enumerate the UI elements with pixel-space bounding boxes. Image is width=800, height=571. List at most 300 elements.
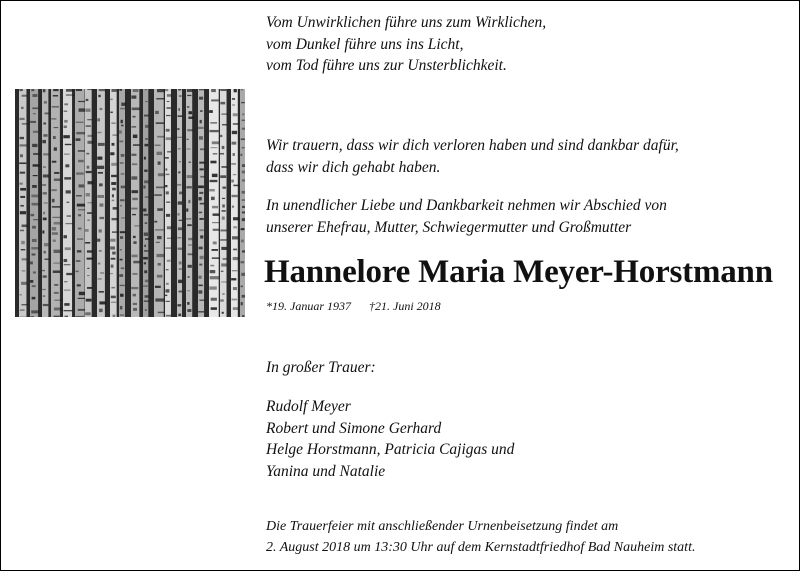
- bark-mark: [233, 307, 239, 310]
- bark-mark: [144, 115, 149, 117]
- bark-mark: [157, 208, 163, 211]
- bark-mark: [110, 246, 115, 249]
- bark-mark: [166, 214, 170, 217]
- bark-mark: [64, 154, 70, 155]
- bark-mark: [67, 215, 71, 216]
- bark-mark: [179, 220, 182, 221]
- bark-mark: [158, 312, 166, 313]
- family-member: Rudolf Meyer: [266, 398, 351, 415]
- bark-mark: [51, 189, 56, 191]
- bark-mark: [145, 309, 147, 311]
- bark-mark: [98, 95, 100, 97]
- bark-mark: [210, 122, 217, 123]
- bark-mark: [44, 202, 48, 203]
- bark-mark: [199, 162, 205, 164]
- bark-mark: [112, 218, 118, 220]
- bark-mark: [222, 146, 225, 149]
- bark-mark: [100, 108, 103, 110]
- bark-mark: [120, 285, 125, 286]
- bark-mark: [20, 294, 22, 295]
- bark-mark: [99, 89, 106, 91]
- bark-mark: [113, 315, 116, 317]
- mourning-line: Wir trauern, dass wir dich verloren haben und sind dankbar dafür,: [266, 137, 679, 154]
- bark-mark: [187, 302, 189, 305]
- bark-mark: [65, 144, 72, 145]
- bark-mark: [52, 206, 61, 208]
- bark-mark: [53, 89, 58, 91]
- bark-mark: [65, 223, 74, 224]
- bark-mark: [210, 180, 218, 182]
- bark-mark: [133, 261, 140, 263]
- bark-mark: [87, 119, 92, 120]
- bark-mark: [221, 263, 227, 266]
- bark-mark: [43, 192, 47, 194]
- bark-mark: [120, 259, 123, 261]
- bark-mark: [242, 211, 245, 213]
- bark-mark: [22, 270, 26, 271]
- bark-mark: [131, 154, 136, 156]
- bark-mark: [43, 134, 47, 137]
- bark-mark: [19, 118, 24, 120]
- bark-mark: [233, 153, 235, 156]
- bark-mark: [119, 130, 122, 133]
- bark-mark: [87, 202, 92, 203]
- bark-mark: [241, 273, 245, 276]
- bark-mark: [44, 112, 49, 114]
- bark-mark: [200, 203, 205, 205]
- bark-mark: [19, 89, 23, 91]
- bark-mark: [199, 218, 203, 220]
- bark-mark: [64, 103, 68, 105]
- bark-mark: [54, 300, 63, 301]
- bark-mark: [20, 172, 25, 174]
- bark-mark: [32, 297, 36, 300]
- family-member: Robert und Simone Gerhard: [266, 419, 442, 437]
- bark-mark: [21, 304, 28, 305]
- bark-mark: [179, 161, 182, 162]
- bark-mark: [111, 89, 116, 92]
- bark-mark: [77, 204, 86, 207]
- bark-mark: [166, 137, 171, 140]
- bark-mark: [199, 168, 203, 170]
- bark-mark: [211, 197, 215, 200]
- bark-mark: [200, 176, 205, 178]
- bark-mark: [156, 254, 165, 257]
- bark-mark: [209, 189, 215, 191]
- bark-mark: [120, 249, 122, 250]
- bark-mark: [112, 188, 116, 191]
- bark-mark: [157, 89, 166, 92]
- bark-mark: [177, 237, 181, 238]
- bark-mark: [53, 240, 56, 242]
- bark-mark: [33, 153, 40, 155]
- bark-mark: [186, 186, 191, 188]
- ceremony-line: Die Trauerfeier mit anschließender Urnenbeisetzung findet am: [266, 519, 619, 534]
- bark-mark: [178, 248, 183, 250]
- bark-mark: [85, 109, 90, 112]
- bark-mark: [52, 217, 60, 218]
- deceased-name: Hannelore Maria Meyer-Horstmann: [264, 254, 773, 290]
- bark-mark: [66, 273, 72, 275]
- bark-mark: [213, 213, 220, 215]
- bark-mark: [121, 125, 124, 126]
- bark-mark: [31, 247, 39, 249]
- bark-mark: [54, 316, 60, 317]
- birch-trunk: [131, 89, 139, 317]
- bark-mark: [43, 295, 45, 297]
- bark-mark: [145, 101, 148, 102]
- bark-mark: [121, 120, 123, 123]
- bark-mark: [20, 137, 24, 139]
- bark-mark: [199, 136, 203, 139]
- bark-mark: [32, 185, 37, 188]
- bark-mark: [242, 199, 245, 201]
- bark-mark: [85, 242, 90, 244]
- bark-mark: [19, 162, 26, 164]
- bark-mark: [33, 271, 36, 273]
- bark-mark: [167, 260, 171, 262]
- bark-mark: [86, 299, 92, 302]
- bark-mark: [222, 204, 224, 207]
- bark-mark: [199, 97, 203, 100]
- bark-mark: [220, 89, 226, 91]
- bark-mark: [76, 260, 81, 262]
- mourning-line: dass wir dich gehabt haben.: [266, 158, 441, 176]
- bark-mark: [199, 229, 203, 231]
- bark-mark: [20, 211, 26, 214]
- bark-mark: [22, 123, 29, 124]
- bark-mark: [44, 259, 49, 260]
- bark-mark: [85, 312, 90, 315]
- bark-mark: [64, 177, 71, 179]
- bark-mark: [87, 166, 90, 169]
- bark-mark: [166, 107, 170, 109]
- bark-mark: [77, 238, 83, 240]
- bark-mark: [232, 195, 238, 197]
- bark-mark: [63, 235, 66, 238]
- bark-mark: [222, 187, 226, 189]
- bark-mark: [198, 290, 202, 293]
- bark-mark: [165, 168, 167, 170]
- bark-mark: [166, 315, 172, 317]
- bark-mark: [200, 110, 203, 111]
- bark-mark: [154, 221, 157, 223]
- bark-mark: [187, 129, 193, 131]
- bark-mark: [64, 290, 70, 291]
- bark-mark: [100, 203, 104, 206]
- bark-mark: [166, 202, 170, 203]
- bark-mark: [233, 123, 239, 125]
- bark-mark: [43, 218, 47, 221]
- bark-mark: [111, 265, 114, 268]
- bark-mark: [119, 89, 122, 91]
- bark-mark: [52, 199, 55, 202]
- bark-mark: [198, 197, 201, 200]
- bark-mark: [199, 212, 202, 214]
- bark-mark: [188, 265, 192, 268]
- bark-mark: [209, 110, 213, 113]
- bark-mark: [144, 170, 148, 172]
- bark-mark: [131, 208, 137, 210]
- bark-mark: [87, 89, 93, 90]
- bark-mark: [52, 227, 57, 230]
- bark-mark: [99, 291, 104, 293]
- bark-mark: [156, 186, 164, 188]
- bark-mark: [188, 111, 192, 114]
- bark-mark: [88, 135, 94, 137]
- family-member: Yanina und Natalie: [266, 462, 386, 480]
- bark-mark: [54, 178, 60, 180]
- bark-mark: [79, 184, 85, 187]
- bark-mark: [112, 194, 114, 197]
- bark-mark: [86, 125, 91, 126]
- bark-mark: [178, 213, 180, 216]
- bark-mark: [111, 123, 115, 124]
- bark-mark: [233, 113, 238, 116]
- bark-mark: [97, 166, 104, 169]
- bark-mark: [133, 303, 137, 305]
- bark-mark: [178, 108, 180, 111]
- bark-mark: [133, 294, 136, 297]
- bark-mark: [145, 295, 150, 297]
- bark-mark: [155, 145, 161, 147]
- bark-mark: [43, 89, 46, 92]
- bark-mark: [213, 153, 218, 155]
- bark-mark: [52, 232, 58, 235]
- bark-mark: [97, 195, 104, 198]
- bark-mark: [166, 283, 169, 285]
- bark-mark: [167, 151, 171, 153]
- bark-mark: [199, 264, 202, 266]
- bark-mark: [65, 316, 68, 317]
- bark-mark: [178, 115, 183, 116]
- bark-mark: [242, 191, 245, 194]
- bark-mark: [154, 194, 162, 195]
- bark-mark: [187, 106, 189, 108]
- bark-mark: [231, 278, 236, 280]
- bark-mark: [98, 143, 105, 146]
- bark-mark: [178, 201, 182, 204]
- bark-mark: [87, 219, 89, 221]
- bark-mark: [131, 126, 136, 128]
- bark-mark: [144, 270, 147, 273]
- bark-mark: [178, 227, 182, 230]
- family-member: Helge Horstmann, Patricia Cajigas und: [266, 441, 515, 458]
- bark-mark: [199, 247, 203, 250]
- bark-mark: [86, 153, 89, 155]
- bark-mark: [167, 226, 172, 229]
- opening-quote: [266, 12, 546, 77]
- bark-mark: [43, 275, 47, 277]
- bark-mark: [144, 300, 149, 302]
- bark-mark: [86, 99, 89, 101]
- bark-mark: [87, 268, 89, 269]
- bark-mark: [231, 163, 236, 165]
- bark-mark: [64, 111, 68, 112]
- bark-mark: [232, 104, 235, 105]
- bark-mark: [242, 171, 245, 174]
- bark-mark: [65, 247, 71, 250]
- bark-mark: [132, 116, 135, 118]
- bark-mark: [65, 164, 69, 167]
- bark-mark: [198, 127, 204, 129]
- bark-mark: [155, 111, 159, 114]
- quote-line: vom Dunkel führe uns ins Licht,: [266, 35, 464, 53]
- bark-mark: [134, 225, 140, 226]
- bark-mark: [222, 293, 224, 294]
- bark-mark: [111, 182, 116, 185]
- bark-mark: [32, 285, 36, 287]
- bark-mark: [43, 304, 49, 306]
- bark-mark: [165, 174, 169, 176]
- bark-mark: [33, 175, 38, 176]
- bark-mark: [179, 95, 182, 97]
- bark-mark: [21, 249, 26, 250]
- bark-mark: [157, 236, 162, 239]
- bark-mark: [240, 154, 242, 156]
- bark-mark: [145, 89, 148, 90]
- bark-mark: [66, 94, 75, 95]
- bark-mark: [199, 192, 203, 194]
- bark-mark: [156, 98, 165, 99]
- bark-mark: [144, 245, 146, 247]
- bark-mark: [87, 275, 89, 276]
- bark-mark: [187, 290, 190, 291]
- ceremony-info: [266, 516, 695, 558]
- bark-mark: [76, 271, 79, 273]
- bark-mark: [64, 126, 67, 128]
- bark-mark: [64, 259, 68, 262]
- bark-mark: [220, 230, 226, 232]
- bark-mark: [54, 147, 57, 150]
- bark-mark: [242, 164, 245, 167]
- bark-mark: [22, 258, 27, 260]
- bark-mark: [110, 112, 113, 114]
- bark-mark: [144, 214, 148, 216]
- bark-mark: [242, 315, 244, 317]
- bark-mark: [165, 295, 167, 296]
- bark-mark: [212, 141, 220, 144]
- bark-mark: [131, 176, 137, 179]
- bark-mark: [188, 276, 190, 278]
- bark-mark: [87, 181, 93, 184]
- bark-mark: [179, 268, 182, 269]
- sorrow-heading: In großer Trauer:: [266, 359, 376, 376]
- death-date: †21. Juni 2018: [369, 299, 441, 313]
- bark-mark: [77, 250, 81, 252]
- bark-mark: [178, 89, 181, 90]
- bark-mark: [98, 172, 103, 174]
- bark-mark: [121, 173, 125, 175]
- bark-mark: [19, 183, 22, 185]
- bark-mark: [158, 173, 164, 176]
- bark-mark: [158, 161, 161, 164]
- bark-mark: [211, 307, 217, 310]
- bark-mark: [87, 141, 93, 144]
- bark-mark: [241, 240, 244, 243]
- bark-mark: [44, 243, 48, 246]
- bark-mark: [167, 238, 172, 239]
- bark-mark: [53, 270, 60, 272]
- bark-mark: [220, 102, 225, 105]
- bark-mark: [166, 191, 169, 194]
- bark-mark: [99, 301, 105, 304]
- bark-mark: [110, 273, 113, 274]
- bark-mark: [111, 287, 115, 289]
- bark-mark: [132, 163, 137, 165]
- bark-mark: [144, 250, 148, 252]
- bark-mark: [233, 226, 237, 228]
- bark-mark: [241, 228, 245, 230]
- bark-mark: [42, 270, 45, 271]
- bark-mark: [212, 222, 220, 223]
- birth-date: *19. Januar 1937: [266, 299, 351, 313]
- bark-mark: [210, 265, 214, 266]
- bark-mark: [121, 267, 125, 269]
- bark-mark: [54, 292, 59, 294]
- bark-mark: [220, 299, 224, 301]
- bark-mark: [97, 157, 102, 160]
- bark-mark: [234, 89, 237, 92]
- bark-mark: [87, 287, 92, 289]
- bark-mark: [64, 264, 71, 265]
- bark-mark: [145, 196, 149, 197]
- bark-mark: [221, 281, 227, 282]
- bark-mark: [54, 284, 58, 285]
- bark-mark: [165, 247, 171, 248]
- bark-mark: [242, 120, 245, 122]
- bark-mark: [165, 157, 169, 158]
- bark-mark: [145, 125, 148, 128]
- bark-mark: [188, 253, 194, 255]
- bark-mark: [210, 276, 219, 279]
- bark-mark: [32, 254, 36, 256]
- bark-mark: [145, 138, 148, 139]
- bark-mark: [133, 241, 136, 244]
- farewell-line: In unendlicher Liebe und Dankbarkeit nehmen wir Abschied von: [266, 197, 667, 214]
- bark-mark: [177, 304, 181, 306]
- bark-mark: [155, 286, 161, 288]
- bark-mark: [144, 157, 146, 160]
- bark-mark: [77, 284, 81, 286]
- bark-mark: [133, 236, 136, 238]
- bark-mark: [111, 296, 116, 299]
- bark-mark: [119, 274, 123, 277]
- bark-mark: [143, 257, 148, 260]
- bark-mark: [221, 247, 227, 250]
- bark-mark: [99, 217, 104, 219]
- bark-mark: [242, 218, 245, 221]
- bark-mark: [167, 101, 170, 102]
- bark-mark: [43, 174, 49, 177]
- bark-mark: [31, 316, 34, 317]
- bark-mark: [111, 163, 116, 166]
- bark-mark: [213, 241, 217, 244]
- bark-mark: [221, 271, 224, 272]
- bark-mark: [166, 269, 169, 270]
- bark-mark: [43, 166, 46, 168]
- bark-mark: [179, 192, 183, 195]
- bark-mark: [221, 113, 227, 115]
- bark-mark: [20, 196, 25, 198]
- bark-mark: [132, 273, 137, 275]
- bark-mark: [144, 262, 146, 264]
- bark-mark: [53, 263, 60, 264]
- bark-mark: [121, 154, 125, 157]
- bark-mark: [155, 298, 164, 301]
- bark-mark: [212, 206, 218, 208]
- bark-mark: [86, 171, 92, 173]
